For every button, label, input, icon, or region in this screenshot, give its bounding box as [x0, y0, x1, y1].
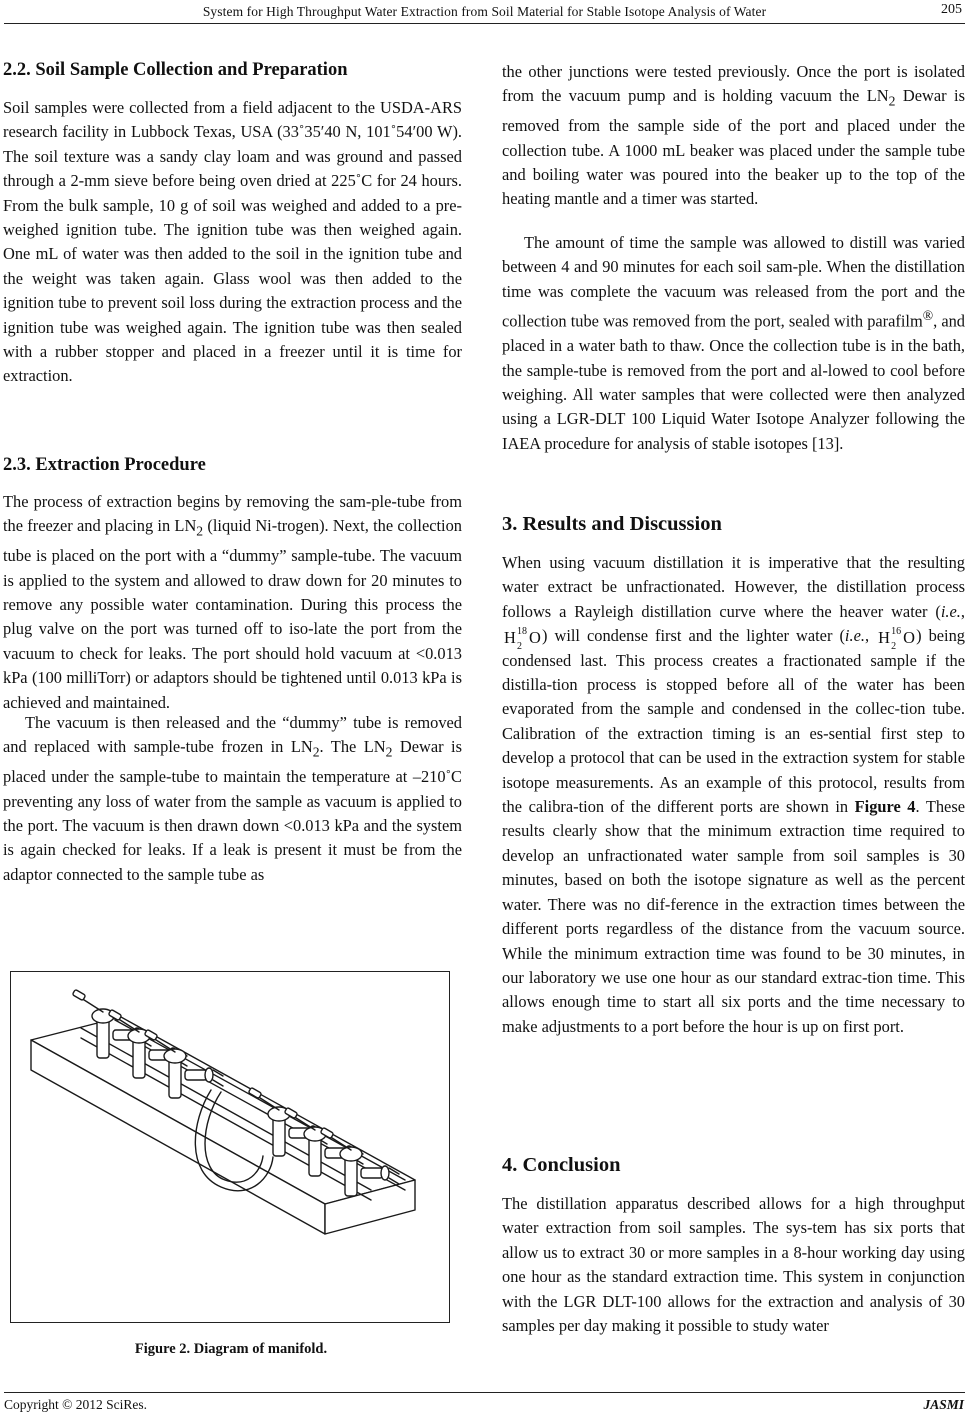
text-run: ,: [960, 601, 965, 621]
port-riser: [309, 1136, 321, 1176]
text-run: i.e.: [940, 601, 961, 621]
text-run: (liquid Ni-trogen). Next, the collection tube is placed on the port with a “dummy” sample-tube. The vacuum is applied to the system and allowed to draw down for 20 minutes to remove any possible water contamination. During this process the plug valve on the port was turned off to iso-late the port from the vacuum to check for leaks. The port should hold vacuum at <0.013 kPa (100 milliTorr) or adaptors should be tightened until 0.013 kPa is achieved and maintained.: [3, 516, 462, 712]
section-heading-3: 3. Results and Discussion: [502, 513, 722, 535]
port-riser: [169, 1058, 181, 1098]
valve-handle: [81, 998, 103, 1012]
text-run: The process of extraction begins by removing the sam-ple-tube from the freezer and placing in LN: [3, 492, 462, 536]
manifold-figure: [10, 971, 450, 1323]
isotope-count: 2: [517, 641, 522, 653]
text-run: i.e.: [844, 626, 865, 646]
port-adaptor: [381, 1166, 389, 1180]
subscript: 2: [196, 523, 204, 539]
figure-caption: Figure 2. Diagram of manifold.: [134, 1341, 328, 1357]
section-heading-2-3: 2.3. Extraction Procedure: [3, 455, 206, 475]
copyright: Copyright © 2012 SciRes.: [4, 1397, 148, 1412]
isotope-symbol: H: [504, 628, 516, 648]
subscript: 2: [385, 744, 393, 760]
text-run: ) being condensed last. This process creates a fractionated sample if the distilla-tion process is stopped before all of the water has been evaporated from the sample and condensed in the collec-tion tube. Calibration of the extraction timing is an es-sential first step to develop a protocol that can be used in the extraction system for stable isotope measurements. As an example of this protocol, results from the calibra-tion of the different ports are shown in: [502, 626, 965, 817]
text-run: Dewar is removed from the sample side of the port and placed under the collection tube. A 1000 mL beaker was placed under the sample tube and boiling water was poured into the beaker up to the top of the heating mantle and a timer was started.: [502, 86, 965, 209]
port-riser: [133, 1038, 145, 1078]
section-heading-4: 4. Conclusion: [502, 1154, 621, 1176]
figure-reference: Figure 4: [854, 797, 916, 817]
plug-valve: [164, 1049, 186, 1063]
section-heading-2-2: 2.2. Soil Sample Collection and Preparation: [3, 60, 348, 80]
valve-handle-grip: [72, 989, 85, 1000]
running-title: System for High Throughput Water Extraction from Soil Material for Stable Isotope Analysis of Water: [202, 4, 767, 19]
text-run: When using vacuum distillation it is imperative that the resulting water extract be unfractionated. However, the distillation process follows a Rayleigh distillation curve where the heaver water (: [502, 553, 965, 621]
port-adaptor: [205, 1068, 213, 1082]
port-riser: [345, 1156, 357, 1196]
header-rule: [4, 23, 965, 24]
isotope-count: 2: [891, 641, 897, 653]
text-run: The amount of time the sample was allowed to distill was varied between 4 and 90 minutes for each soil sam-ple. When the distillation time was complete the vacuum was released from the port and the collection tube was removed from the port, sealed with parafilm: [502, 233, 965, 331]
text-run: , and placed in a water bath to thaw. Once the collection tube is in the bath, the sample-tube is removed from the port and al-lowed to cool before weighing. All water samples that were collected were then analyzed using a LGR-DLT 100 Liquid Water Isotope Analyzer following the IAEA procedure for analysis of stable isotopes [13].: [502, 311, 965, 453]
paragraph-soil-collection: Soil samples were collected from a field adjacent to the USDA-ARS research facility in Lubbock Texas, USA (33˚35′40 N, 101˚54′00 W). The soil texture was a sandy clay loam and was ground and passed through a 2-mm sieve before being oven dried at 225˚C for 24 hours. From the bulk sample, 10 g of soil was weighed and added to a pre-weighed ignition tube. The ignition tube was then weighed again. One mL of water was then added to the soil in the ignition tube and the weight was taken again. Glass wool was then added to the ignition tube to prevent soil loss during the extraction process and the ignition tube was weighed again. The ignition tube was then sealed with a rubber stopper and placed in a freezer until it is time for extraction.: [3, 98, 462, 386]
isotope-mass: 18: [517, 626, 527, 638]
isotope-h2-18o: [502, 626, 542, 653]
footer-rule: [4, 1392, 965, 1393]
paragraph-extraction-1: [3, 490, 462, 715]
port-fitting: [361, 1168, 383, 1178]
text-run: ,: [864, 626, 877, 646]
text-run: . The LN: [319, 737, 386, 757]
manifold-diagram: [11, 972, 451, 1324]
plug-valve: [340, 1147, 362, 1161]
isotope-symbol: O: [903, 628, 915, 648]
text-run: the other junctions were tested previously. Once the port is isolated from the vacuum pump and is holding vacuum the LN: [502, 62, 965, 106]
paragraph-results: [502, 551, 965, 1039]
port-riser: [273, 1116, 285, 1156]
page-number: 205: [941, 2, 962, 17]
journal-abbreviation: JASMI: [923, 1397, 964, 1412]
isotope-h2-16o: [876, 626, 916, 653]
paragraph-extraction-2: [3, 711, 462, 887]
isotope-mass: 16: [891, 626, 902, 638]
paragraph-conclusion: The distillation apparatus described allows for a high throughput water extraction from soil samples. The sys-tem has six ports that allow us to extract 30 or more samples in a 8-hour working day using one hour as the standard extraction time. This system in conjunction with the LGR DLT-100 allows for the extraction and analysis of 30 samples per day making it possible to study water: [502, 1194, 965, 1336]
isotope-symbol: O: [529, 628, 541, 648]
paragraph-extraction-4: [502, 231, 965, 456]
page-footer: [0, 1392, 969, 1414]
text-run: . These results clearly show that the minimum extraction time required to develop an unfractionated water sample from soil samples is 30 minutes, based on both the isotope signature as well as the percent water. There was no dif-ference in the extraction times between the different ports regardless of the distance from the vacuum source. While the minimum extraction time was found to be 30 minutes, in our laboratory we use one hour as our standard extrac-tion time. This allows enough time to start all six ports and the time necessary to make adjustments to a port before the hour is up on first port.: [502, 797, 965, 1036]
port-fitting: [185, 1070, 207, 1080]
subscript: 2: [312, 744, 320, 760]
text-run: Dewar is placed under the sample-tube to maintain the temperature at –210˚C preventing any loss of water from the sample as vacuum is applied to the port. The vacuum is then drawn down <0.013 kPa and the system is again checked for leaks. If a leak is present it must be from the adaptor connected to the sample tube as: [3, 737, 462, 884]
paragraph-extraction-3: [502, 60, 965, 212]
text-run: The vacuum is then released and the “dummy” tube is removed and replaced with sample-tube frozen in LN: [3, 713, 462, 757]
superscript: ®: [922, 308, 934, 324]
text-run: ) will condense first and the lighter water (: [542, 626, 845, 646]
page-header: [0, 0, 969, 22]
port-riser: [97, 1018, 109, 1058]
isotope-symbol: H: [878, 628, 890, 648]
subscript: 2: [888, 93, 896, 109]
